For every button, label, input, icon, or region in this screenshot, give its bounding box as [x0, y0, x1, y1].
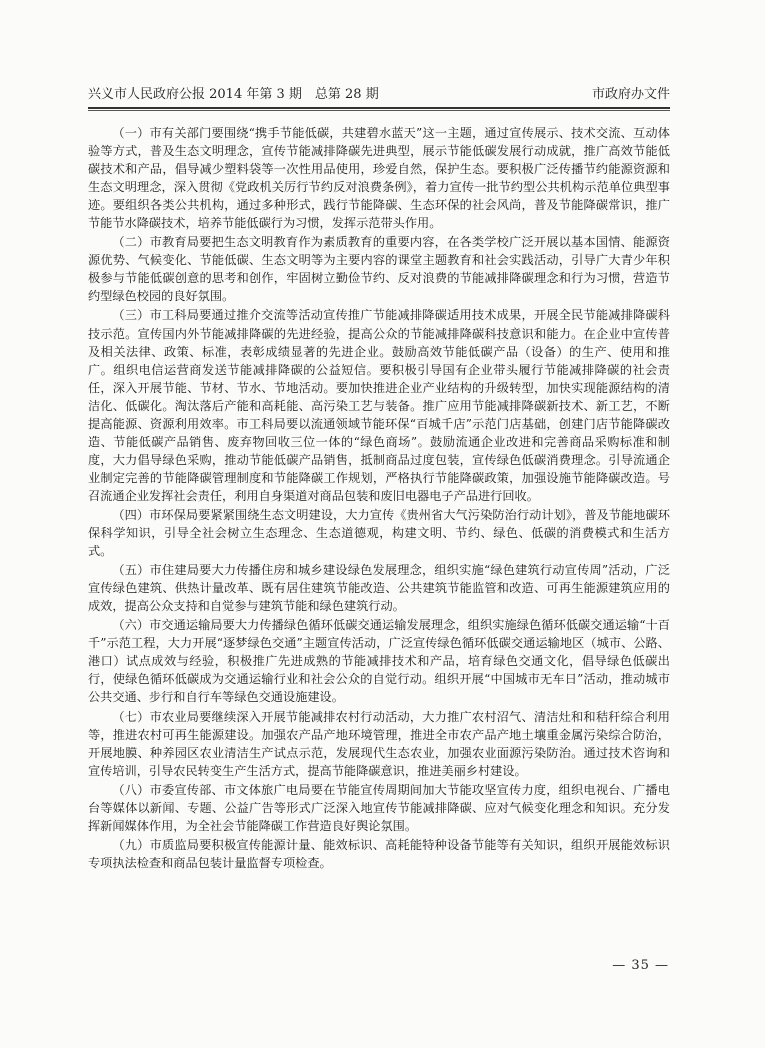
header-rule-thin: [88, 110, 670, 111]
paragraph-7: （七）市农业局要继续深入开展节能减排农村行动活动，大力推广农村沼气、清洁灶和和秸秆综合利用等，推进农村可再生能源建设。加强农产品产地环境管理，推进全市农产品产地土壤重金属污染综合防治，开展地膜、种养园区农业清洁生产试点示范，发展现代生态农业，加强农业面源污染防治。通过技术咨询和宣传培训，引导农民转变生产生活方式，提高节能降碳意识，推进美丽乡村建设。: [88, 709, 670, 778]
paragraph-3: （三）市工科局要通过推介交流等活动宣传推广节能减排降碳适用技术成果，开展全民节能减排降碳科技示范。宣传国内外节能减排降碳的先进经验，提高公众的节能减排降碳科技意识和能力。在企业中宣传普及相关法律、政策、标准，表彰成绩显著的先进企业。鼓励高效节能低碳产品（设备）的生产、使用和推广。组织电信运营商发送节能减排降碳的公益短信。要积极引导国有企业带头履行节能减排降碳的社会责任，深入开展节能、节材、节水、节地活动。要加快推进企业产业结构的升级转型，加快实现能源结构的清洁化、低碳化。淘汰落后产能和高耗能、高污染工艺与装备。推广应用节能减排降碳新技术、新工艺，不断提高能源、资源利用效率。市工科局要以流通领域节能环保“百城千店”示范门店基础，创建门店节能降碳改造、节能低碳产品销售、废弃物回收三位一体的“绿色商场”。鼓励流通企业改进和完善商品采购标准和制度，大力倡导绿色采购，推动节能低碳产品销售，抵制商品过度包装，宣传绿色低碳消费理念。引导流通企业制定完善的节能降碳管理制度和节能降碳工作规划，严格执行节能降碳政策，加强设施节能降碳改造。号召流通企业发挥社会责任，利用自身渠道对商品包装和废旧电器电子产品进行回收。: [88, 308, 670, 503]
page-header: [88, 86, 670, 104]
header-publication-title: 兴义市人民政府公报 2014 年第 3 期 总第 28 期: [88, 87, 379, 102]
paragraph-1: （一）市有关部门要围绕“携手节能低碳，共建碧水蓝天”这一主题，通过宣传展示、技术交流、互动体验等方式，普及生态文明理念，宣传节能减排降碳先进典型，展示节能低碳发展行动成就，推广高效节能低碳技术和产品，倡导减少塑料袋等一次性用品使用，珍爱自然，保护生态。要积极广泛传播节约能源资源和生态文明理念，深入贯彻《党政机关厉行节约反对浪费条例》，着力宣传一批节约型公共机构示范单位典型事迹。要组织各类公共机构，通过多种形式，践行节能降碳、生态环保的社会风尚，普及节能降碳常识，推广节能节水降碳技术，培养节能低碳行为习惯，发挥示范带头作用。: [88, 126, 670, 231]
body-text: [88, 124, 670, 873]
paragraph-9: （九）市质监局要积极宣传能源计量、能效标识、高耗能特种设备节能等有关知识，组织开展能效标识专项执法检查和商品包装计量监督专项检查。: [88, 837, 670, 870]
paragraph-2: （二）市教育局要把生态文明教育作为素质教育的重要内容，在各类学校广泛开展以基本国情、能源资源优势、气候变化、节能低碳、生态文明等为主要内容的课堂主题教育和社会实践活动，引导广大青少年积极参与节能低碳创意的思考和创作，牢固树立勤俭节约、反对浪费的节能减排降碳理念和行为习惯，营造节约型绿色校园的良好氛围。: [88, 235, 670, 304]
paragraph-5: （五）市住建局要大力传播住房和城乡建设绿色发展理念，组织实施“绿色建筑行动宣传周”活动，广泛宣传绿色建筑、供热计量改革、既有居住建筑节能改造、公共建筑节能监管和改造、可再生能源建筑应用的成效，提高公众支持和自觉参与建筑节能和绿色建筑行动。: [88, 563, 670, 614]
paragraph-8: （八）市委宣传部、市文体旅广电局要在节能宣传周期间加大节能攻坚宣传力度，组织电视台、广播电台等媒体以新闻、专题、公益广告等形式广泛深入地宣传节能减排降碳、应对气候变化理念和知识。充分发挥新闻媒体作用，为全社会节能降碳工作营造良好舆论氛围。: [88, 782, 670, 833]
paragraph-6: （六）市交通运输局要大力传播绿色循环低碳交通运输发展理念，组织实施绿色循环低碳交通运输“十百千”示范工程，大力开展“逐梦绿色交通”主题宣传活动，广泛宣传绿色循环低碳交通运输地区（城市、公路、港口）试点成效与经验，积极推广先进成熟的节能减排技术和产品，培育绿色交通文化，倡导绿色低碳出行，使绿色循环低碳成为交通运输行业和社会公众的自觉行动。组织开展“中国城市无车日”活动，推动城市公共交通、步行和自行车等绿色交通设施建设。: [88, 618, 670, 705]
header-rule: [88, 107, 670, 109]
page-number: — 35 —: [612, 958, 669, 973]
header-section-label: 市政府办文件: [591, 87, 670, 102]
paragraph-4: （四）市环保局要紧紧围绕生态文明建设，大力宣传《贵州省大气污染防治行动计划》，普及节能地碳环保科学知识，引导全社会树立生态理念、生态道德观，构建文明、节约、绿色、低碳的消费模式和生活方式。: [88, 507, 670, 559]
